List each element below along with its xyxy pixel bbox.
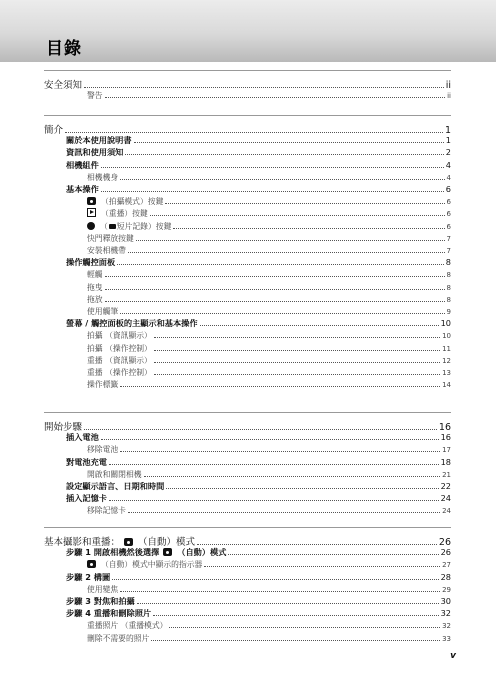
leader-dots <box>128 511 440 513</box>
toc-entry-label <box>87 221 171 232</box>
leader-dots <box>154 361 440 363</box>
toc-subsection-link[interactable] <box>87 469 451 480</box>
toc-page-number: 8 <box>446 295 451 304</box>
toc-page-number: 28 <box>440 571 451 582</box>
toc-page-number: 2 <box>445 147 451 158</box>
toc-subsection-link[interactable] <box>87 90 451 101</box>
toc-page-number: 16 <box>438 422 451 433</box>
toc-entry-text: （重播）按鍵 <box>101 209 148 219</box>
camera-icon <box>87 197 96 205</box>
section-divider <box>44 527 451 528</box>
toc-subsection-link[interactable] <box>87 620 451 631</box>
toc-entry-label <box>66 457 107 468</box>
leader-dots <box>120 312 444 314</box>
toc-entry-text: 移除電池 <box>87 445 119 455</box>
leader-dots <box>166 487 438 489</box>
toc-page-number: 8 <box>446 271 451 280</box>
toc-page-number: 12 <box>442 356 451 365</box>
toc-chapter-link[interactable] <box>44 419 451 433</box>
camera-icon <box>163 548 172 556</box>
toc-page-number: 4 <box>446 173 451 182</box>
toc-subsection-link[interactable] <box>87 379 451 390</box>
toc-entry-text: 安全須知 <box>44 80 83 91</box>
toc-page-number: 24 <box>440 493 451 504</box>
leader-dots <box>136 239 445 241</box>
toc-page-number: 10 <box>440 318 451 329</box>
toc-entry-label <box>66 596 135 607</box>
toc-page-number: 1 <box>445 135 451 146</box>
toc-entry-text: 重播 （資訊顯示） <box>87 355 152 365</box>
toc-entry-label <box>66 547 226 558</box>
toc-page-number: ii <box>445 80 451 91</box>
toc-entry-label <box>66 572 110 583</box>
toc-page-number: 24 <box>442 507 451 516</box>
leader-dots <box>112 578 438 580</box>
toc-entry-label <box>66 481 164 492</box>
toc-page-number: ii <box>447 92 451 101</box>
toc-page-number: 32 <box>442 622 451 631</box>
toc-subsection-link[interactable] <box>87 245 451 256</box>
toc-entry-text: 警告 <box>87 91 103 101</box>
toc-entry-text: 資訊和使用須知 <box>66 147 124 158</box>
toc-entry-label <box>44 77 82 91</box>
toc-entry-text: 對電池充電 <box>66 456 107 467</box>
toc-entry-label <box>87 584 118 595</box>
page-number: v <box>450 651 456 661</box>
toc-entry-text: 相機組件 <box>66 159 99 170</box>
toc-entry-label <box>87 208 148 219</box>
toc-page-number: 8 <box>445 257 451 268</box>
toc-entry-label <box>87 330 152 341</box>
toc-entry-text: 相機機身 <box>87 172 119 182</box>
toc-page-number: 6 <box>446 198 451 207</box>
camera-icon <box>124 538 133 546</box>
toc-entry-text: 操作觸控面板 <box>66 257 116 268</box>
leader-dots <box>151 639 440 641</box>
toc-entry-label-prefix: 基本攝影和重播： <box>44 537 121 548</box>
toc-section-link[interactable] <box>66 493 451 504</box>
leader-dots <box>120 385 440 387</box>
toc-entry-label <box>66 493 107 504</box>
leader-dots <box>153 614 438 616</box>
toc-entry-label <box>66 135 132 146</box>
leader-dots <box>120 450 440 452</box>
toc-entry-text: 安裝相機帶 <box>87 246 126 255</box>
leader-dots <box>144 475 441 477</box>
leader-dots <box>84 86 444 88</box>
toc-entry-label <box>44 122 63 136</box>
toc-page-number: 6 <box>446 222 451 231</box>
toc-page-number: 26 <box>438 537 451 548</box>
leader-dots <box>105 300 445 302</box>
leader-dots <box>105 275 445 277</box>
leader-dots <box>173 227 444 229</box>
leader-dots <box>101 166 444 168</box>
leader-dots <box>84 428 437 430</box>
toc-entry-text: 重播照片 （重播模式） <box>87 621 168 631</box>
toc-entry-label <box>66 184 99 195</box>
toc-page-number: 30 <box>440 596 451 606</box>
toc-subsection-link[interactable] <box>87 233 451 244</box>
toc-page-number: 6 <box>446 210 451 219</box>
toc-entry-text: 拍攝 （操作控制） <box>87 343 152 353</box>
toc-entry-label-prefix: 步驟 1 開啟相機然後選擇 <box>66 547 160 558</box>
toc-page-number: 4 <box>445 159 451 170</box>
toc-section-link[interactable] <box>66 547 451 558</box>
leader-dots <box>120 178 444 180</box>
toc-entry-text: 基本操作 <box>66 184 99 194</box>
toc-section-link[interactable] <box>66 572 451 583</box>
leader-dots <box>200 324 439 326</box>
toc-section-link[interactable] <box>66 481 451 492</box>
toc-entry-text: 螢幕 / 觸控面板的主顯示和基本操作 <box>66 318 198 329</box>
toc-section-link[interactable] <box>66 135 451 146</box>
playback-icon <box>87 208 96 217</box>
toc-subsection-link[interactable] <box>87 444 451 455</box>
toc-entry-text: （自動）模式 <box>138 537 196 548</box>
toc-entry-label <box>66 318 198 329</box>
toc-entry-text: 步驟 3 對焦和拍攝 <box>66 596 135 606</box>
leader-dots <box>101 190 444 192</box>
toc-entry-text: 操作標籤 <box>87 380 119 390</box>
toc-entry-label <box>87 233 134 244</box>
toc-entry-text: 插入電池 <box>66 432 99 443</box>
toc-entry-label <box>87 620 167 631</box>
toc-entry-text: 關於本使用說明書 <box>66 135 132 146</box>
leader-dots <box>105 288 445 290</box>
toc-entry-text: 短片記錄）按鍵 <box>116 221 172 231</box>
toc-section-link[interactable] <box>66 184 451 195</box>
toc-subsection-link[interactable] <box>87 221 451 232</box>
leader-dots <box>154 336 440 338</box>
toc-entry-text: 使用變焦 <box>87 584 119 594</box>
toc-entry-text: 輕觸 <box>87 270 103 280</box>
toc-page-number: 33 <box>442 634 451 643</box>
toc-section-link[interactable] <box>66 147 451 158</box>
toc-entry-label <box>87 269 103 280</box>
page-title: 目錄 <box>46 39 82 59</box>
leader-dots <box>197 543 437 545</box>
toc-entry-label <box>87 172 118 183</box>
toc-entry-label <box>66 160 99 171</box>
toc-subsection-link[interactable] <box>87 330 451 341</box>
toc-entry-text: 重播 （操作控制） <box>87 368 152 377</box>
toc-entry-text: （自動）模式 <box>177 547 227 558</box>
leader-dots <box>169 626 440 628</box>
toc-chapter-link[interactable] <box>44 534 451 548</box>
toc-section-link[interactable] <box>66 608 451 619</box>
toc-page-number: 11 <box>442 344 451 353</box>
leader-dots <box>134 141 444 143</box>
toc-entry-text: 移除記憶卡 <box>87 506 126 516</box>
toc-subsection-link[interactable] <box>87 633 451 644</box>
toc-entry-label <box>44 534 195 548</box>
toc-page-number: 16 <box>440 432 451 443</box>
toc-subsection-link[interactable] <box>87 294 451 305</box>
toc-page-number: 13 <box>442 369 451 377</box>
toc-entry-label <box>66 257 115 268</box>
toc-entry-text: 使用觸筆 <box>87 307 119 316</box>
toc-subsection-link[interactable] <box>87 559 451 570</box>
leader-dots <box>137 602 439 604</box>
toc-page-number: 6 <box>445 184 451 194</box>
toc-page-number: 22 <box>440 481 451 491</box>
toc-entry-label <box>66 608 151 619</box>
leader-dots <box>109 499 439 501</box>
toc-page-number: 7 <box>446 234 451 243</box>
toc-chapter-link[interactable] <box>44 122 451 136</box>
toc-entry-label <box>87 444 118 455</box>
toc-entry-label <box>87 90 103 101</box>
toc-entry-text: （自動）模式中顯示的指示器 <box>101 560 203 570</box>
toc-entry-label <box>87 245 126 256</box>
toc-section-link[interactable] <box>66 457 451 468</box>
leader-dots <box>165 202 444 204</box>
toc-page-number: 17 <box>442 446 451 455</box>
toc-subsection-link[interactable] <box>87 172 451 183</box>
toc-entry-label <box>87 367 152 378</box>
leader-dots <box>101 438 439 440</box>
toc-page-number: 14 <box>442 381 451 390</box>
toc-entry-label <box>66 147 123 158</box>
toc-entry-label <box>87 343 152 354</box>
toc-page-number: 29 <box>442 585 451 594</box>
toc-subsection-link[interactable] <box>87 208 451 219</box>
toc-entry-label <box>87 294 103 305</box>
toc-page-number: 9 <box>446 308 451 316</box>
toc-entry-label <box>87 379 118 390</box>
toc-section-link[interactable] <box>66 257 451 268</box>
toc-subsection-link[interactable] <box>87 355 451 366</box>
toc-page-number: 1 <box>444 125 451 136</box>
camera-icon <box>87 560 96 568</box>
toc-entry-text: 開啟和關閉相機 <box>87 469 142 479</box>
toc-entry-text: 拍攝 （資訊顯示） <box>87 331 152 341</box>
toc-page-number: 7 <box>446 247 451 255</box>
leader-dots <box>105 96 446 98</box>
leader-dots <box>125 153 443 155</box>
toc-page-number: 26 <box>440 547 451 558</box>
toc-section-link[interactable] <box>66 596 451 607</box>
record-icon <box>87 222 95 230</box>
toc-entry-label <box>44 419 82 433</box>
leader-dots <box>204 565 440 567</box>
leader-dots <box>65 131 443 133</box>
toc-entry-text: （拍攝模式）按鍵 <box>101 197 164 207</box>
toc-section-link[interactable] <box>66 432 451 443</box>
toc-page-number: 27 <box>442 561 451 570</box>
leader-dots <box>154 373 440 375</box>
toc-entry-label <box>87 306 118 317</box>
toc-subsection-link[interactable] <box>87 269 451 280</box>
toc-chapter-link[interactable] <box>44 77 451 91</box>
leader-dots <box>117 263 444 265</box>
section-divider <box>44 115 451 116</box>
toc-subsection-link[interactable] <box>87 505 451 516</box>
toc-entry-label <box>87 559 202 570</box>
toc-subsection-link[interactable] <box>87 367 451 378</box>
toc-entry-text: 拖放 <box>87 294 103 304</box>
section-divider <box>44 412 451 413</box>
toc-entry-label <box>66 432 99 443</box>
toc-entry-text: 步驟 4 重播和刪除照片 <box>66 608 152 619</box>
toc-page-number: 10 <box>442 332 451 341</box>
toc-entry-text: 設定顯示語言、日期和時間 <box>66 481 165 491</box>
leader-dots <box>154 349 440 351</box>
section-divider <box>44 70 451 71</box>
toc-subsection-link[interactable] <box>87 343 451 354</box>
toc-subsection-link[interactable] <box>87 196 451 207</box>
leader-dots <box>150 214 445 216</box>
toc-entry-text: 簡介 <box>44 125 64 136</box>
toc-entry-text: 拖曳 <box>87 282 103 292</box>
toc-entry-label-prefix: （ <box>100 221 108 231</box>
toc-entry-label <box>87 282 103 293</box>
toc-entry-label <box>87 505 126 516</box>
toc-page-number: 8 <box>446 283 451 292</box>
toc-entry-label <box>87 196 163 207</box>
toc-entry-label <box>87 633 149 644</box>
toc-page-number: 18 <box>440 456 451 467</box>
toc-entry-label <box>87 469 142 480</box>
toc-page-number: 21 <box>442 470 451 479</box>
toc-entry-text: 快門釋放按鍵 <box>87 233 134 243</box>
leader-dots <box>228 553 438 555</box>
leader-dots <box>109 463 439 465</box>
toc-section-link[interactable] <box>66 318 451 329</box>
toc-entry-label <box>87 355 152 366</box>
toc-page-number: 32 <box>440 608 451 619</box>
toc-section-link[interactable] <box>66 160 451 171</box>
leader-dots <box>128 251 445 253</box>
toc-subsection-link[interactable] <box>87 306 451 317</box>
video-icon <box>109 224 116 229</box>
toc-subsection-link[interactable] <box>87 282 451 293</box>
toc-entry-text: 刪除不需要的照片 <box>87 633 150 643</box>
toc-entry-text: 插入記憶卡 <box>66 493 107 504</box>
toc-subsection-link[interactable] <box>87 584 451 595</box>
toc-entry-text: 開始步驟 <box>44 422 83 433</box>
leader-dots <box>120 590 440 592</box>
toc-entry-text: 步驟 2 構圖 <box>66 571 111 582</box>
